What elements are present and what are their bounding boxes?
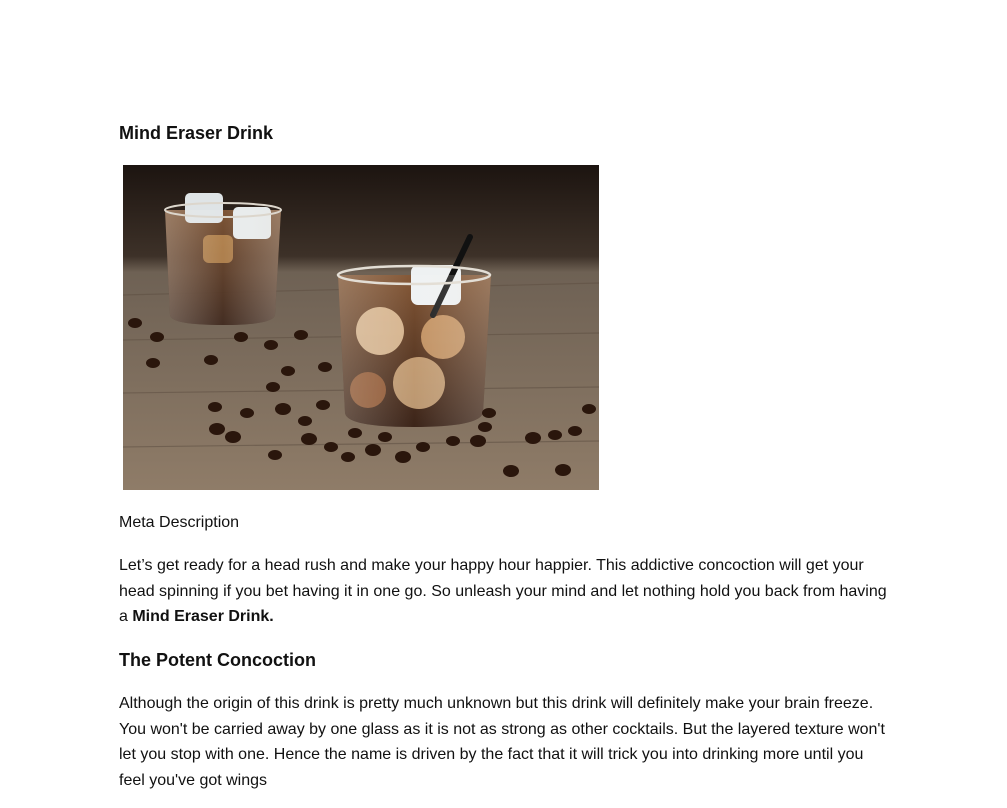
intro-paragraph xyxy=(119,553,889,630)
intro-text: Let’s get ready for a head rush and make your happy hour happier. This addictive concoction will get your head spinning if you bet having it in one go. So unleash your mind and let nothing hold you back from having a xyxy=(119,557,887,626)
document-title: Mind Eraser Drink xyxy=(119,123,274,143)
section-paragraph: Although the origin of this drink is pretty much unknown but this drink will definitely make your brain freeze. You won't be carried away by one glass as it is not as strong as other cocktails. But the layered texture won't let you stop with one. Hence the name is driven by the fact that it will trick you into drinking more until you feel you've got wings xyxy=(119,695,885,789)
intro-bold-text: Mind Eraser Drink. xyxy=(132,608,274,626)
meta-description-label: Meta Description xyxy=(119,514,240,531)
section-heading: The Potent Concoction xyxy=(119,650,316,670)
cocktail-photo xyxy=(123,165,599,490)
